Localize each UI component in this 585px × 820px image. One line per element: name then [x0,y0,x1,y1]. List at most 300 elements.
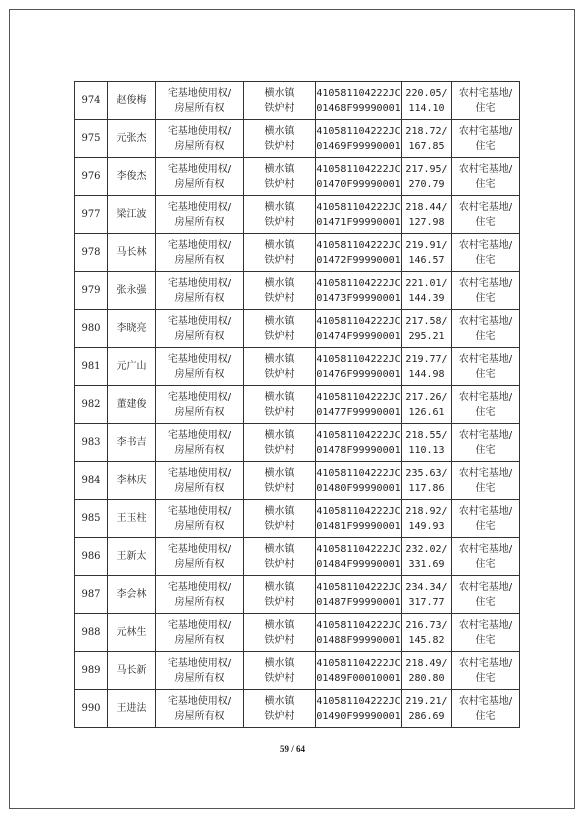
area-cell [402,690,452,728]
record-number-cell: 985 [75,500,108,538]
location-line-1: 横水镇 [264,505,295,517]
right-type-line-2: 房屋所有权 [174,634,225,646]
area-line-1: 219.77/ [405,353,448,365]
location-cell [244,196,316,234]
location-cell [244,690,316,728]
unit-code-cell [316,652,402,690]
unit-code-cell [316,500,402,538]
table-row [75,82,520,120]
right-type-cell [156,462,244,500]
right-type-cell [156,348,244,386]
table-row [75,652,520,690]
right-type-line-2: 房屋所有权 [174,406,225,418]
area-line-2: 145.82 [408,634,445,646]
owner-name-cell: 马长新 [108,652,156,690]
record-number-cell: 988 [75,614,108,652]
unit-code-line-2: 01468F99990001 [316,102,401,114]
table-row [75,690,520,728]
unit-code-line-2: 01470F99990001 [316,178,401,190]
area-cell [402,500,452,538]
right-type-line-1: 宅基地使用权/ [167,429,232,441]
record-number-cell: 984 [75,462,108,500]
location-line-1: 横水镇 [264,695,295,707]
right-type-line-2: 房屋所有权 [174,178,225,190]
location-line-2: 铁炉村 [264,368,295,380]
right-type-line-2: 房屋所有权 [174,102,225,114]
location-cell [244,614,316,652]
area-line-2: 110.13 [408,444,445,456]
unit-code-line-2: 01484F99990001 [316,558,401,570]
land-use-line-2: 住宅 [475,368,496,380]
unit-code-line-1: 410581104222JC [316,467,401,479]
right-type-line-1: 宅基地使用权/ [167,125,232,137]
record-number-cell: 975 [75,120,108,158]
right-type-line-2: 房屋所有权 [174,444,225,456]
location-line-1: 横水镇 [264,391,295,403]
right-type-line-1: 宅基地使用权/ [167,657,232,669]
right-type-cell [156,234,244,272]
location-line-2: 铁炉村 [264,406,295,418]
record-number-cell: 979 [75,272,108,310]
location-cell [244,234,316,272]
location-line-1: 横水镇 [264,543,295,555]
location-line-2: 铁炉村 [264,292,295,304]
table-row [75,386,520,424]
land-use-cell [452,614,520,652]
land-use-line-1: 农村宅基地/ [458,239,513,251]
right-type-cell [156,500,244,538]
land-use-line-1: 农村宅基地/ [458,125,513,137]
location-cell [244,576,316,614]
location-line-2: 铁炉村 [264,330,295,342]
area-cell [402,348,452,386]
right-type-cell [156,614,244,652]
right-type-line-1: 宅基地使用权/ [167,543,232,555]
area-line-2: 149.93 [408,520,445,532]
land-use-line-2: 住宅 [475,444,496,456]
land-use-cell [452,462,520,500]
land-use-line-2: 住宅 [475,254,496,266]
unit-code-line-2: 01481F99990001 [316,520,401,532]
right-type-cell [156,690,244,728]
land-use-cell [452,690,520,728]
land-use-cell [452,310,520,348]
unit-code-line-2: 01472F99990001 [316,254,401,266]
land-use-cell [452,538,520,576]
record-number-cell: 981 [75,348,108,386]
location-line-1: 横水镇 [264,239,295,251]
location-cell [244,348,316,386]
land-use-line-1: 农村宅基地/ [458,201,513,213]
location-cell [244,500,316,538]
right-type-cell [156,310,244,348]
land-use-cell [452,424,520,462]
location-line-2: 铁炉村 [264,558,295,570]
location-cell [244,652,316,690]
right-type-line-2: 房屋所有权 [174,596,225,608]
area-line-1: 216.73/ [405,619,448,631]
location-line-2: 铁炉村 [264,102,295,114]
unit-code-line-1: 410581104222JC [316,429,401,441]
right-type-cell [156,652,244,690]
area-cell [402,424,452,462]
area-cell [402,158,452,196]
location-line-2: 铁炉村 [264,710,295,722]
land-use-line-2: 住宅 [475,482,496,494]
table-row [75,424,520,462]
area-line-2: 146.57 [408,254,445,266]
unit-code-cell [316,82,402,120]
land-use-cell [452,120,520,158]
record-number-cell: 977 [75,196,108,234]
location-cell [244,462,316,500]
land-use-cell [452,82,520,120]
location-line-1: 横水镇 [264,581,295,593]
record-number-cell: 986 [75,538,108,576]
owner-name-cell: 李晓亮 [108,310,156,348]
area-cell [402,272,452,310]
area-cell [402,576,452,614]
owner-name-cell: 元林生 [108,614,156,652]
location-line-2: 铁炉村 [264,254,295,266]
right-type-cell [156,82,244,120]
unit-code-line-2: 01478F99990001 [316,444,401,456]
unit-code-line-2: 01469F99990001 [316,140,401,152]
area-cell [402,538,452,576]
owner-name-cell: 董建俊 [108,386,156,424]
unit-code-cell [316,614,402,652]
land-use-line-2: 住宅 [475,710,496,722]
land-use-line-1: 农村宅基地/ [458,619,513,631]
land-use-line-1: 农村宅基地/ [458,505,513,517]
area-cell [402,652,452,690]
land-use-cell [452,158,520,196]
unit-code-line-2: 01474F99990001 [316,330,401,342]
unit-code-line-2: 01488F99990001 [316,634,401,646]
table-row [75,538,520,576]
area-line-2: 126.61 [408,406,445,418]
right-type-line-1: 宅基地使用权/ [167,581,232,593]
unit-code-line-1: 410581104222JC [316,163,401,175]
area-line-2: 144.98 [408,368,445,380]
right-type-line-1: 宅基地使用权/ [167,619,232,631]
table-row [75,576,520,614]
area-line-2: 167.85 [408,140,445,152]
owner-name-cell: 梁江波 [108,196,156,234]
location-line-2: 铁炉村 [264,444,295,456]
land-use-line-2: 住宅 [475,406,496,418]
right-type-line-2: 房屋所有权 [174,254,225,266]
right-type-cell [156,386,244,424]
area-cell [402,82,452,120]
area-cell [402,120,452,158]
land-use-line-2: 住宅 [475,330,496,342]
unit-code-line-1: 410581104222JC [316,125,401,137]
unit-code-cell [316,120,402,158]
unit-code-line-2: 01471F99990001 [316,216,401,228]
land-use-cell [452,500,520,538]
owner-name-cell: 元广山 [108,348,156,386]
unit-code-cell [316,690,402,728]
right-type-line-2: 房屋所有权 [174,520,225,532]
right-type-line-2: 房屋所有权 [174,216,225,228]
record-number-cell: 980 [75,310,108,348]
right-type-line-1: 宅基地使用权/ [167,467,232,479]
table-row [75,120,520,158]
location-line-2: 铁炉村 [264,520,295,532]
land-use-line-1: 农村宅基地/ [458,581,513,593]
land-use-line-1: 农村宅基地/ [458,87,513,99]
location-line-1: 横水镇 [264,315,295,327]
area-line-1: 218.72/ [405,125,448,137]
unit-code-line-2: 01490F99990001 [316,710,401,722]
table-row [75,500,520,538]
location-line-1: 横水镇 [264,467,295,479]
right-type-line-2: 房屋所有权 [174,672,225,684]
land-use-line-2: 住宅 [475,634,496,646]
land-use-cell [452,348,520,386]
unit-code-line-1: 410581104222JC [316,505,401,517]
location-cell [244,82,316,120]
location-cell [244,424,316,462]
area-line-2: 270.79 [408,178,445,190]
owner-name-cell: 王进法 [108,690,156,728]
table-row [75,462,520,500]
location-line-2: 铁炉村 [264,178,295,190]
right-type-line-2: 房屋所有权 [174,710,225,722]
owner-name-cell: 李书吉 [108,424,156,462]
unit-code-line-2: 01489F00010001 [316,672,401,684]
unit-code-line-1: 410581104222JC [316,391,401,403]
area-line-1: 218.49/ [405,657,448,669]
land-use-line-2: 住宅 [475,140,496,152]
land-use-line-2: 住宅 [475,178,496,190]
unit-code-line-1: 410581104222JC [316,201,401,213]
location-line-1: 横水镇 [264,277,295,289]
owner-name-cell: 马长林 [108,234,156,272]
location-line-2: 铁炉村 [264,634,295,646]
right-type-line-1: 宅基地使用权/ [167,239,232,251]
right-type-line-2: 房屋所有权 [174,140,225,152]
land-use-line-1: 农村宅基地/ [458,657,513,669]
location-cell [244,120,316,158]
land-use-line-1: 农村宅基地/ [458,695,513,707]
land-use-line-1: 农村宅基地/ [458,467,513,479]
area-line-2: 114.10 [408,102,445,114]
land-use-line-2: 住宅 [475,558,496,570]
land-use-cell [452,272,520,310]
land-use-line-1: 农村宅基地/ [458,391,513,403]
location-cell [244,538,316,576]
unit-code-line-2: 01477F99990001 [316,406,401,418]
right-type-cell [156,158,244,196]
area-line-1: 235.63/ [405,467,448,479]
area-cell [402,386,452,424]
owner-name-cell: 李林庆 [108,462,156,500]
land-use-line-1: 农村宅基地/ [458,543,513,555]
land-use-cell [452,196,520,234]
location-line-1: 横水镇 [264,429,295,441]
land-use-line-1: 农村宅基地/ [458,163,513,175]
area-cell [402,234,452,272]
land-use-cell [452,576,520,614]
unit-code-cell [316,348,402,386]
area-line-2: 286.69 [408,710,445,722]
land-use-line-1: 农村宅基地/ [458,277,513,289]
table-row [75,310,520,348]
unit-code-line-1: 410581104222JC [316,695,401,707]
right-type-line-1: 宅基地使用权/ [167,163,232,175]
unit-code-line-1: 410581104222JC [316,543,401,555]
unit-code-line-1: 410581104222JC [316,277,401,289]
land-use-line-2: 住宅 [475,672,496,684]
land-use-cell [452,386,520,424]
area-line-1: 218.55/ [405,429,448,441]
owner-name-cell: 李俊杰 [108,158,156,196]
location-line-1: 横水镇 [264,87,295,99]
area-line-2: 280.80 [408,672,445,684]
unit-code-cell [316,538,402,576]
location-cell [244,310,316,348]
land-use-line-2: 住宅 [475,520,496,532]
unit-code-cell [316,424,402,462]
land-use-line-2: 住宅 [475,596,496,608]
area-line-1: 218.44/ [405,201,448,213]
table-row [75,272,520,310]
location-line-1: 横水镇 [264,201,295,213]
unit-code-cell [316,196,402,234]
page-number: 59 / 64 [279,744,305,754]
owner-name-cell: 李会林 [108,576,156,614]
owner-name-cell: 张永强 [108,272,156,310]
table-row [75,158,520,196]
area-line-2: 295.21 [408,330,445,342]
record-number-cell: 987 [75,576,108,614]
location-line-2: 铁炉村 [264,672,295,684]
record-number-cell: 974 [75,82,108,120]
unit-code-line-2: 01473F99990001 [316,292,401,304]
right-type-cell [156,120,244,158]
land-use-cell [452,652,520,690]
owner-name-cell: 元张杰 [108,120,156,158]
right-type-line-2: 房屋所有权 [174,368,225,380]
unit-code-line-1: 410581104222JC [316,619,401,631]
unit-code-line-1: 410581104222JC [316,581,401,593]
area-line-1: 221.01/ [405,277,448,289]
unit-code-cell [316,462,402,500]
right-type-cell [156,538,244,576]
location-line-1: 横水镇 [264,619,295,631]
land-use-line-2: 住宅 [475,292,496,304]
area-cell [402,614,452,652]
unit-code-cell [316,386,402,424]
record-number-cell: 989 [75,652,108,690]
area-line-1: 220.05/ [405,87,448,99]
location-line-1: 横水镇 [264,353,295,365]
table-row [75,614,520,652]
area-line-1: 234.34/ [405,581,448,593]
land-use-line-2: 住宅 [475,102,496,114]
right-type-line-1: 宅基地使用权/ [167,201,232,213]
area-line-1: 217.95/ [405,163,448,175]
right-type-line-1: 宅基地使用权/ [167,505,232,517]
area-line-1: 219.21/ [405,695,448,707]
table-row [75,196,520,234]
unit-code-line-2: 01487F99990001 [316,596,401,608]
right-type-cell [156,272,244,310]
record-number-cell: 978 [75,234,108,272]
area-line-2: 331.69 [408,558,445,570]
unit-code-line-1: 410581104222JC [316,315,401,327]
right-type-cell [156,196,244,234]
location-cell [244,272,316,310]
unit-code-line-1: 410581104222JC [316,657,401,669]
right-type-line-1: 宅基地使用权/ [167,391,232,403]
land-use-line-1: 农村宅基地/ [458,429,513,441]
unit-code-line-1: 410581104222JC [316,239,401,251]
location-line-2: 铁炉村 [264,596,295,608]
unit-code-cell [316,234,402,272]
unit-code-line-1: 410581104222JC [316,87,401,99]
right-type-cell [156,424,244,462]
unit-code-cell [316,576,402,614]
location-line-2: 铁炉村 [264,216,295,228]
right-type-cell [156,576,244,614]
location-line-1: 横水镇 [264,657,295,669]
unit-code-cell [316,310,402,348]
owner-name-cell: 王玉柱 [108,500,156,538]
owner-name-cell: 赵俊梅 [108,82,156,120]
table-body [75,82,520,728]
owner-name-cell: 王新太 [108,538,156,576]
land-use-line-2: 住宅 [475,216,496,228]
area-line-2: 144.39 [408,292,445,304]
location-line-2: 铁炉村 [264,140,295,152]
land-use-line-1: 农村宅基地/ [458,353,513,365]
area-line-1: 218.92/ [405,505,448,517]
record-number-cell: 982 [75,386,108,424]
location-line-2: 铁炉村 [264,482,295,494]
land-use-cell [452,234,520,272]
property-rights-table [74,81,520,728]
record-number-cell: 983 [75,424,108,462]
table-row [75,234,520,272]
location-line-1: 横水镇 [264,125,295,137]
right-type-line-2: 房屋所有权 [174,482,225,494]
right-type-line-1: 宅基地使用权/ [167,87,232,99]
unit-code-cell [316,272,402,310]
land-use-line-1: 农村宅基地/ [458,315,513,327]
area-line-1: 232.02/ [405,543,448,555]
location-line-1: 横水镇 [264,163,295,175]
area-line-2: 317.77 [408,596,445,608]
area-line-1: 219.91/ [405,239,448,251]
right-type-line-2: 房屋所有权 [174,558,225,570]
area-cell [402,310,452,348]
unit-code-line-1: 410581104222JC [316,353,401,365]
record-number-cell: 990 [75,690,108,728]
table-row [75,348,520,386]
area-cell [402,462,452,500]
record-number-cell: 976 [75,158,108,196]
area-line-2: 127.98 [408,216,445,228]
right-type-line-2: 房屋所有权 [174,292,225,304]
right-type-line-1: 宅基地使用权/ [167,353,232,365]
right-type-line-1: 宅基地使用权/ [167,277,232,289]
area-line-1: 217.58/ [405,315,448,327]
area-cell [402,196,452,234]
area-line-2: 117.86 [408,482,445,494]
